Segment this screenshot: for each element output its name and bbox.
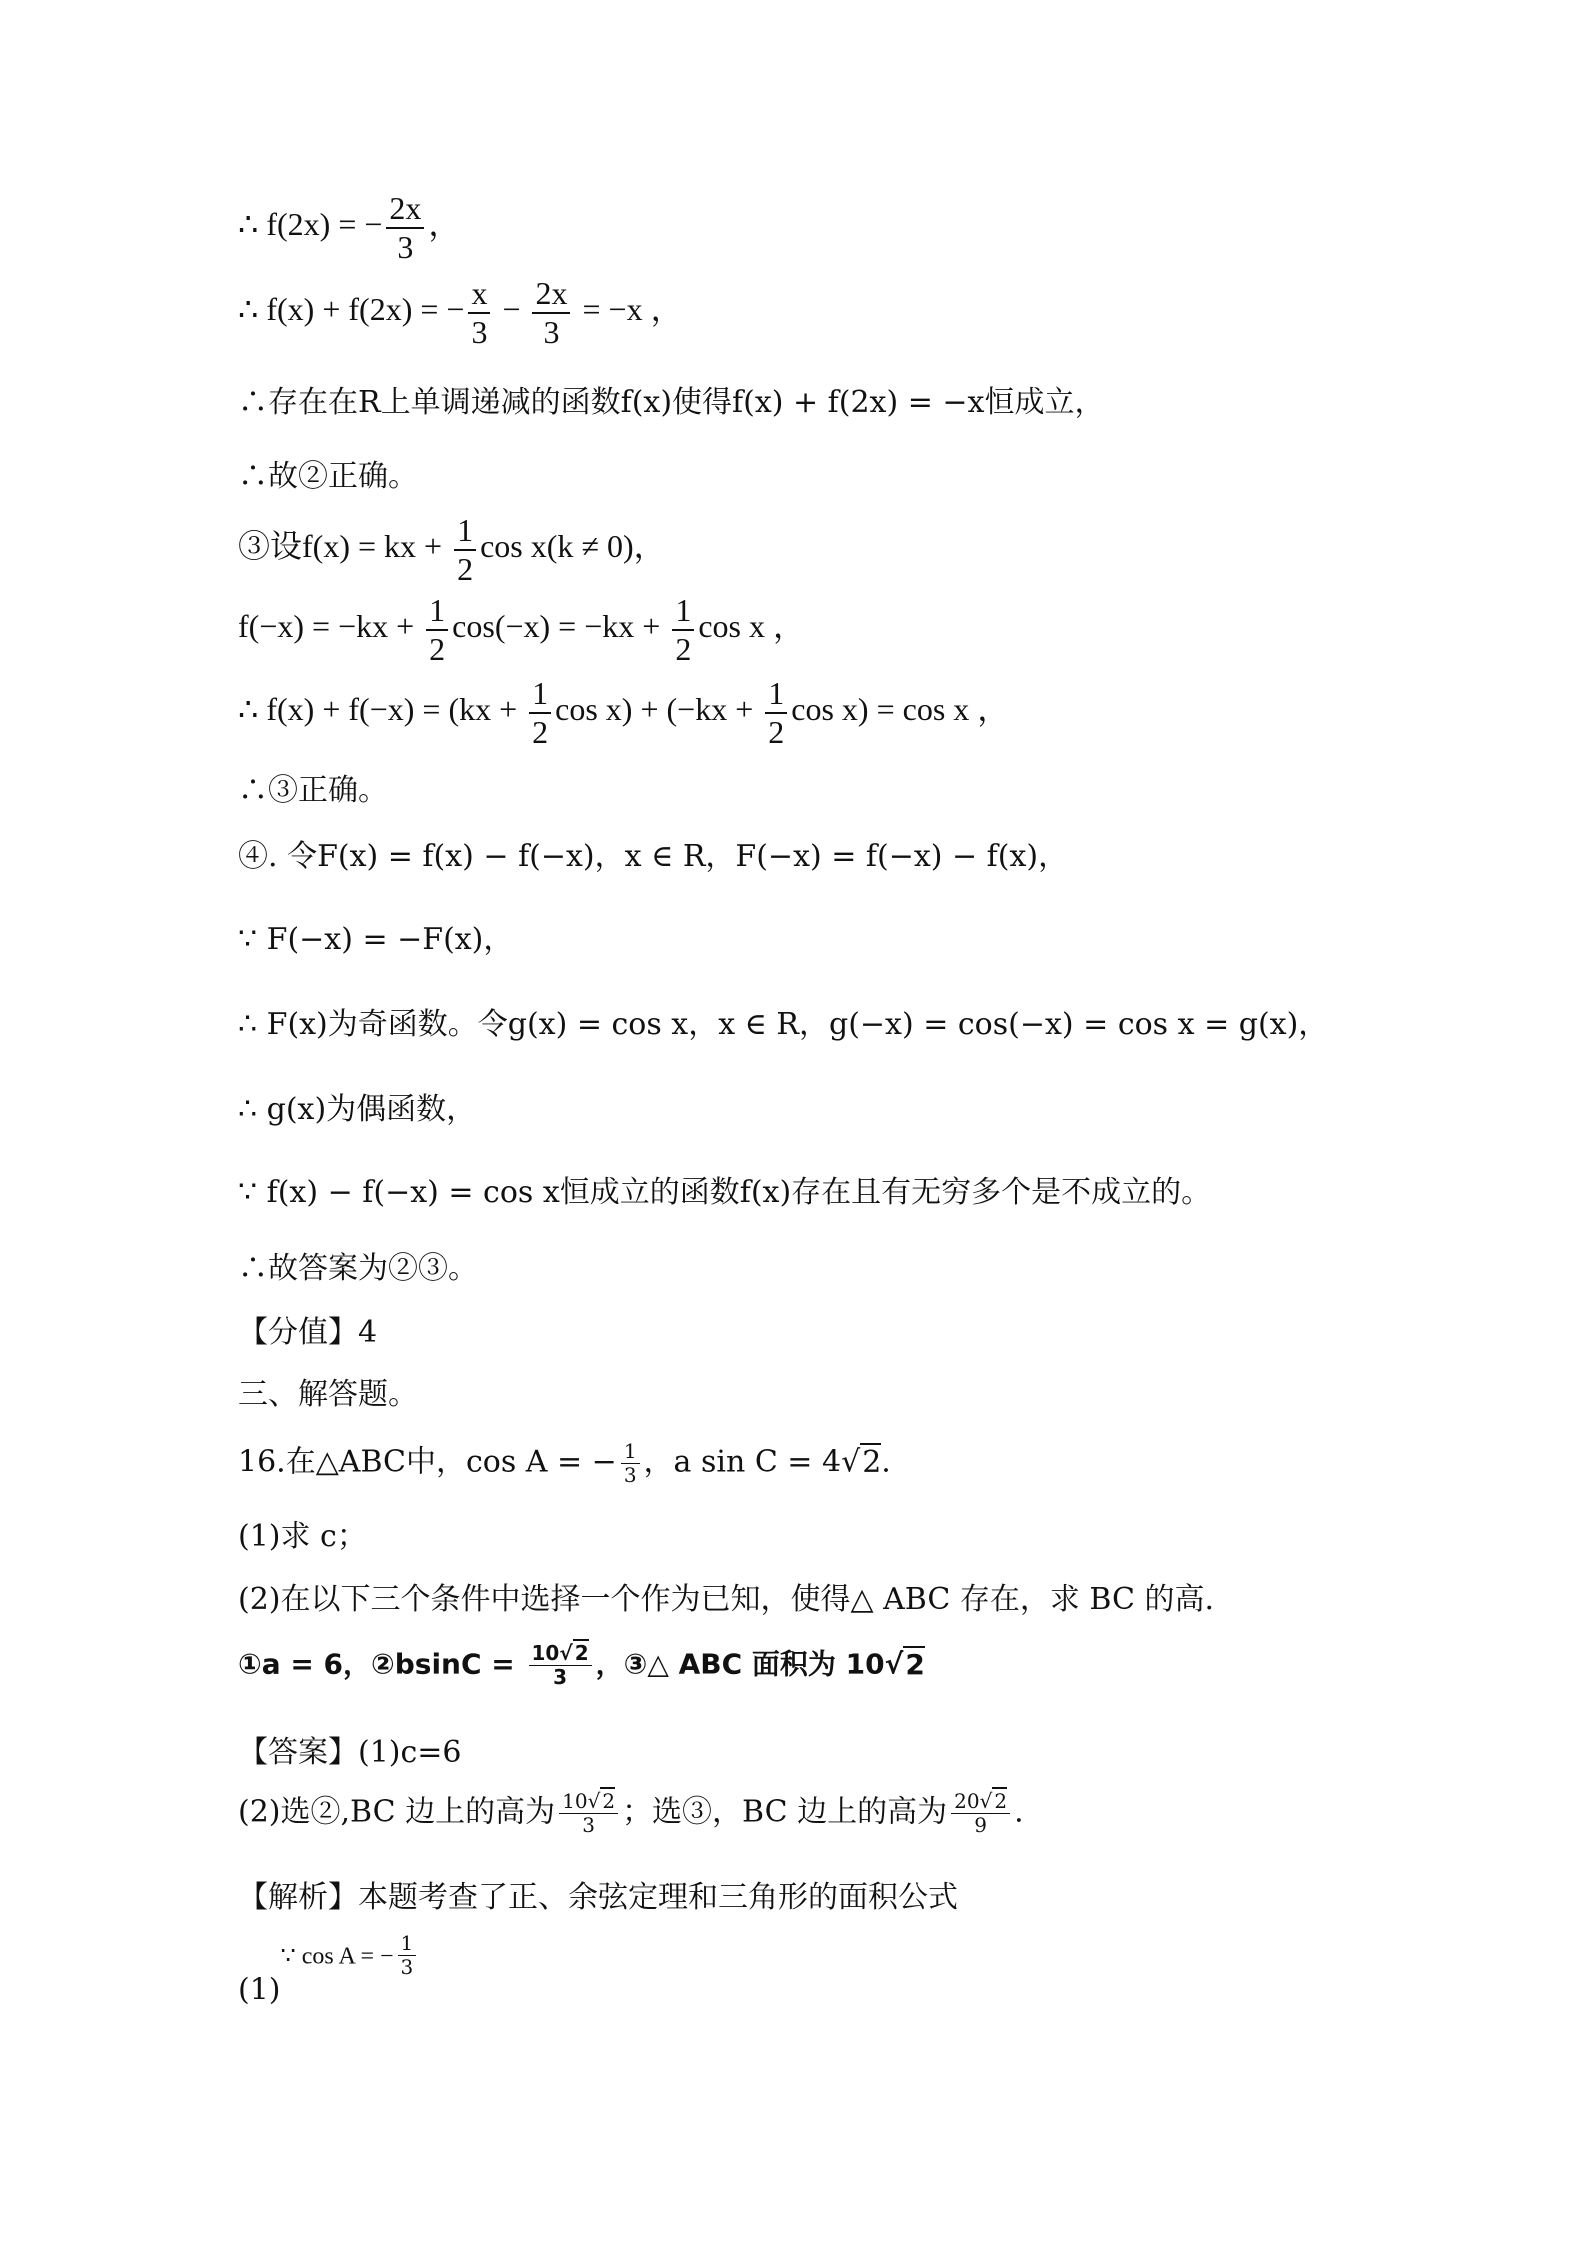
line-14: ∴故答案为②③。 [238, 1251, 478, 1286]
line-6: f(−x) = −kx + $\frac{1}{2}$ cos(−x) = −kx + $\frac{1}{2}$ cos x ， [238, 592, 805, 667]
line-9: ④. 令F(x) = f(x) − f(−x)，x ∈ R，F(−x) = f(−x) − f(x)， [238, 839, 1069, 874]
fraction: $\frac{1}{2}$ [529, 675, 551, 751]
fraction: $\frac{1}{2}$ [426, 592, 448, 668]
line-11: ∴ F(x)为奇函数。令g(x) = cos x，x ∈ R，g(−x) = cos(−x) = cos x = g(x)， [238, 1007, 1329, 1042]
line-8: ∴③正确。 [238, 773, 388, 808]
line-13: ∵ f(x) − f(−x) = cos x恒成立的函数f(x)存在且有无穷多个是不成立的。 [238, 1175, 1212, 1210]
line-12: ∴ g(x)为偶函数， [238, 1092, 477, 1127]
fraction: $\frac{2x}{3}$ [532, 275, 570, 351]
fraction: $\frac{10√ 2}{3}$ [529, 1642, 592, 1689]
fraction: $\frac{10√ 2}{3}$ [559, 1790, 618, 1837]
line-2: ∴ f(x) + f(2x) = − $\frac{x}{3}$ − $\frac{2x}{3}$ = −x ， [238, 275, 683, 350]
line-18: (1)求 c； [238, 1519, 367, 1554]
line-10: ∵ F(−x) = −F(x)， [238, 922, 514, 957]
line-3: ∴存在在R上单调递减的函数f(x)使得f(x) + f(2x) = −x恒成立， [238, 385, 1105, 420]
line-16: 三、解答题。 [238, 1377, 418, 1412]
line-21: 【答案】(1)c=6 [238, 1735, 462, 1770]
fraction: $\frac{1}{2}$ [672, 592, 694, 668]
fraction: $\frac{1}{3}$ [621, 1440, 640, 1487]
fraction: $\frac{20√ 2}{9}$ [951, 1790, 1010, 1837]
line-17: 16.在△ABC中，cos A = − $\frac{1}{3}$ ，a sin C = 4√2. [238, 1439, 891, 1487]
line-24: (1)∵ cos A = − $\frac{1}{3}$ [238, 1932, 420, 2006]
fraction: $\frac{x}{3}$ [468, 275, 490, 351]
line-23: 【解析】本题考查了正、余弦定理和三角形的面积公式 [238, 1880, 958, 1915]
line-22: (2)选②,BC 边上的高为 $\frac{10√ 2}{3}$ ；选③，BC 边上的高为 $\frac{20√ 2}{9}$ . [238, 1789, 1024, 1837]
line-7: ∴ f(x) + f(−x) = (kx + $\frac{1}{2}$ cos x) + (−kx + $\frac{1}{2}$ cos x) = cos x ， [238, 675, 1010, 750]
line-4: ∴故②正确。 [238, 459, 418, 494]
line-5: ③设f(x) = kx + $\frac{1}{2}$ cos x(k ≠ 0)， [238, 512, 666, 587]
fraction: $\frac{2x}{3}$ [386, 190, 424, 266]
math-expr: ∴ f(2x) = − [238, 206, 383, 243]
line-15: 【分值】4 [238, 1315, 378, 1350]
line-1: ∴ f(2x) = − $\frac{2x}{3}$ ， [238, 190, 461, 265]
line-20: ①a = 6，②bsinC = $\frac{10√ 2}{3}$ ，③△ ABC 面积为 10√2 [238, 1641, 925, 1689]
fraction: $\frac{1}{2}$ [765, 675, 787, 751]
fraction: $\frac{1}{2}$ [454, 512, 476, 588]
line-19: (2)在以下三个条件中选择一个作为已知，使得△ ABC 存在，求 BC 的高. [238, 1582, 1215, 1617]
fraction: $\frac{1}{3}$ [398, 1932, 417, 1979]
